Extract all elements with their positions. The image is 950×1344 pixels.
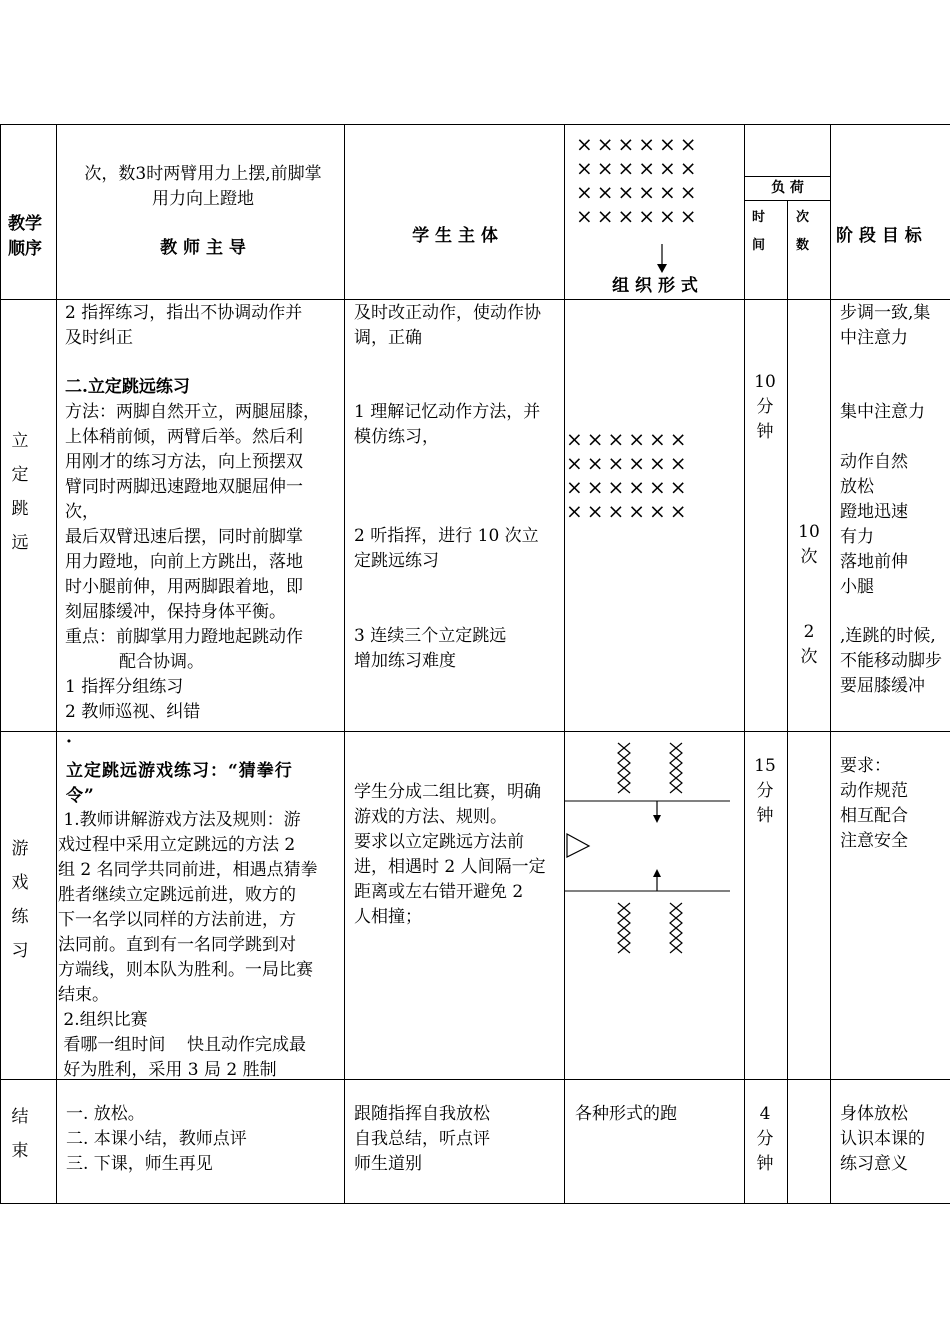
header-time: 时 间	[752, 210, 766, 253]
end-teacher: 一. 放松。 二. 本课小结，教师点评 三. 下课，师生再见	[66, 1104, 247, 1174]
game-teacher-heading: 立定跳远游戏练习：“猜拳行 令”	[66, 761, 293, 806]
lesson-plan-table	[0, 124, 950, 1204]
header-goal: 阶 段 目 标	[836, 226, 922, 246]
standing-student-b: 1 理解记忆动作方法，并 模仿练习，	[354, 402, 541, 447]
end-goal: 身体放松 认识本课的 练习意义	[840, 1104, 925, 1174]
game-field-diagram	[565, 739, 743, 961]
standing-student-d: 3 连续三个立定跳远 增加练习难度	[354, 626, 507, 671]
standing-student-c: 2 听指挥，进行 10 次立 定跳远练习	[354, 526, 539, 571]
standing-teacher-method: 方法：两脚自然开立，两腿屈膝， 上体稍前倾，两臂后举。然后利 用刚才的练习方法，向上预摆双 臂同时两脚迅速蹬地双腿屈伸一 次， 最后双臂迅速后摆，同时前脚掌 用力蹬地，向前上方跳出，落地 时小腿前伸，用两脚跟着地，即 刻屈膝缓冲，保持身体平衡。 重点：前脚掌用力蹬地起跳动作 配合协调。 1 指挥分组练习 2 教师巡视、纠错	[65, 402, 320, 722]
column-divider	[564, 124, 565, 1204]
formation-row: ××××××	[566, 451, 691, 475]
formation-row: ××××××	[576, 156, 701, 180]
standing-goal-a: 步调一致,集 中注意力	[840, 303, 931, 348]
row-divider	[0, 731, 950, 732]
game-student: 学生分成二组比赛，明确 游戏的方法、规则。 要求以立定跳远方法前 进，相遇时 2 人间隔一定 距离或左右错开避免 2 人相撞；	[354, 782, 546, 927]
load-header-divider	[744, 176, 830, 177]
row-order-game: 游 戏 练 习	[11, 839, 29, 961]
row-order-end: 结 束	[11, 1107, 29, 1161]
standing-student-a: 及时改正动作，使动作协 调，正确	[354, 303, 541, 348]
table-top-border	[0, 124, 950, 125]
standing-count-b: 2 次	[800, 622, 818, 667]
column-divider	[56, 124, 57, 1204]
game-time: 15 分 钟	[754, 756, 776, 826]
end-time: 4 分 钟	[756, 1104, 774, 1174]
table-left-border	[0, 124, 1, 1204]
header-student-title: 学 生 主 体	[412, 226, 498, 246]
down-arrow-icon	[655, 244, 669, 274]
header-bottom-border	[0, 299, 950, 300]
standing-teacher-a: 2 指挥练习，指出不协调动作并 及时纠正	[65, 303, 303, 348]
column-divider	[830, 124, 831, 1204]
header-order: 教学 顺序	[8, 214, 42, 259]
table-bottom-border	[0, 1203, 950, 1204]
header-teacher-text: 次，数3时两臂用力上摆,前脚掌 用力向上蹬地	[84, 164, 322, 209]
standing-time: 10 分 钟	[754, 372, 776, 442]
header-load: 负 荷	[771, 180, 804, 196]
formation-row: ××××××	[566, 475, 691, 499]
game-goal: 要求： 动作规范 相互配合 注意安全	[840, 756, 908, 851]
standing-count-a: 10 次	[798, 522, 820, 567]
column-divider	[787, 200, 788, 1204]
header-count: 次 数	[796, 210, 810, 253]
standing-goal-c: 动作自然 放松 蹬地迅速 有力 落地前伸 小腿	[840, 452, 908, 597]
formation-row: ××××××	[576, 132, 701, 156]
standing-goal-b: 集中注意力	[840, 402, 925, 422]
formation-row: ××××××	[576, 180, 701, 204]
row-order-standing: 立 定 跳 远	[11, 431, 29, 553]
formation-row: ××××××	[576, 204, 701, 228]
formation-row: ××××××	[566, 427, 691, 451]
game-teacher-body: 1.教师讲解游戏方法及规则：游 戏过程中采用立定跳远的方法 2 组 2 名同学共同前进，相遇点猜拳 胜者继续立定跳远前进，败方的 下一名学以同样的方法前进，方 法同前。直到有一名同学跳到对 方端线，则本队为胜利。一局比赛 结束。 2.组织比赛 看哪一组时间 快且动作完成最 好为胜利，采用 3 局 2 胜制	[58, 810, 318, 1080]
game-dot: ·	[66, 732, 72, 752]
standing-goal-d: ,连跳的时候, 不能移动脚步 要屈膝缓冲	[840, 626, 942, 696]
header-org-title: 组 织 形 式	[612, 276, 698, 296]
standing-teacher-heading: 二.立定跳远练习	[65, 377, 190, 397]
header-teacher-title: 教 师 主 导	[160, 238, 246, 258]
column-divider	[344, 124, 345, 1204]
end-student: 跟随指挥自我放松 自我总结，听点评 师生道别	[354, 1104, 490, 1174]
formation-row: ××××××	[566, 499, 691, 523]
end-org: 各种形式的跑	[575, 1104, 677, 1124]
column-divider	[744, 124, 745, 1204]
